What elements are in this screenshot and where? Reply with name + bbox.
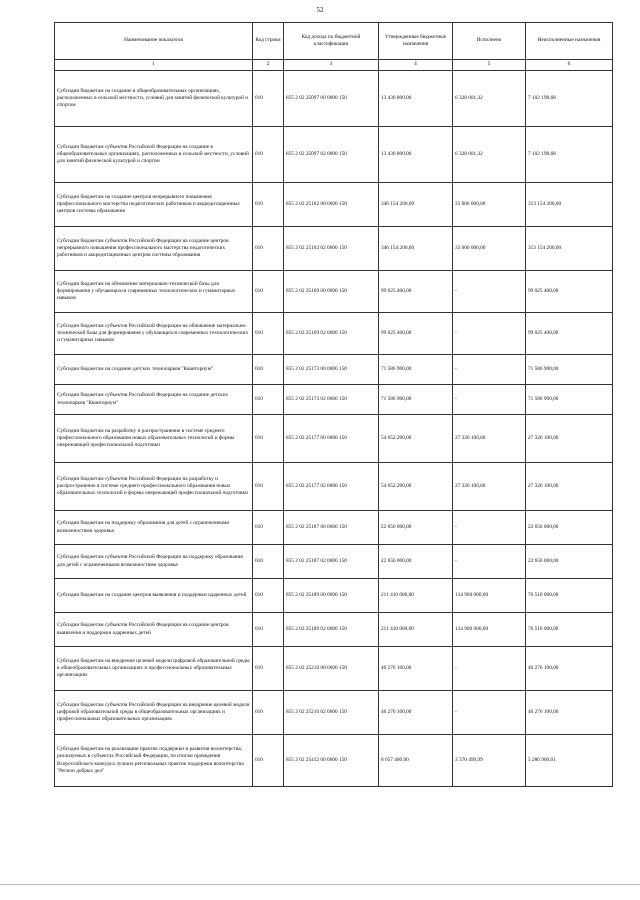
table-row (55, 613, 613, 647)
row-name: Субсидии бюджетам субъектов Российской Федерации на поддержку образования для детей с ограниченными возможностями здоровья (55, 545, 253, 579)
row-executed: - (453, 647, 526, 691)
row-code: 010 (253, 545, 284, 579)
table-row (55, 127, 613, 183)
table-body (55, 71, 613, 787)
header-name: Наименование показателя (55, 23, 253, 60)
row-kbk: 855 2 02 25210 02 0000 150 (284, 691, 379, 735)
row-kbk: 855 2 02 25187 02 0000 150 (284, 545, 379, 579)
row-remaining: 27 326 100,00 (526, 415, 613, 463)
row-kbk: 855 2 02 25189 02 0000 150 (284, 613, 379, 647)
row-executed: 134 900 000,00 (453, 579, 526, 613)
row-executed: - (453, 511, 526, 545)
row-remaining: 76 510 000,00 (526, 613, 613, 647)
row-code: 010 (253, 511, 284, 545)
row-code: 010 (253, 355, 284, 385)
row-kbk: 855 2 02 25169 02 0000 150 (284, 313, 379, 355)
table-row (55, 545, 613, 579)
row-remaining: 313 154 200,00 (526, 183, 613, 227)
row-code: 010 (253, 691, 284, 735)
row-executed: - (453, 545, 526, 579)
row-code: 010 (253, 647, 284, 691)
table-row (55, 647, 613, 691)
row-kbk: 855 2 02 25177 02 0000 150 (284, 463, 379, 511)
row-approved: 99 025 400,00 (379, 313, 453, 355)
row-remaining: 99 025 400,00 (526, 313, 613, 355)
table-row (55, 313, 613, 355)
row-code: 010 (253, 613, 284, 647)
row-code: 010 (253, 385, 284, 415)
row-name: Субсидии бюджетам на обновление материально-технической базы для формирования у обучающихся современных технологических и гуманитарных навыков (55, 271, 253, 313)
table-row (55, 415, 613, 463)
table-row (55, 227, 613, 271)
row-name: Субсидии бюджетам субъектов Российской Федерации на внедрение целевой модели цифровой образовательной среды в общеобразовательных организациях и профессиональных образовательных организациях (55, 691, 253, 735)
row-remaining: 46 276 100,00 (526, 647, 613, 691)
row-approved: 99 025 400,00 (379, 271, 453, 313)
budget-execution-table (54, 22, 613, 787)
row-kbk: 855 2 02 25169 00 0000 150 (284, 271, 379, 313)
row-remaining: 7 102 198,68 (526, 127, 613, 183)
row-executed: 27 326 100,00 (453, 415, 526, 463)
row-name: Субсидии бюджетам на создание центров непрерывного повышения профессионального мастерства педагогических работников и аккредитационных центров системы образования (55, 183, 253, 227)
table-row (55, 183, 613, 227)
row-kbk: 855 2 02 25412 00 0000 150 (284, 735, 379, 787)
row-name: Субсидии бюджетам на создание в общеобразовательных организациях, расположенных в сельской местности, условий для занятий физической культурой и спортом (55, 71, 253, 127)
row-name: Субсидии бюджетам на создание детских технопарков "Кванториум" (55, 355, 253, 385)
row-approved: 71 586 900,00 (379, 355, 453, 385)
row-code: 010 (253, 415, 284, 463)
row-approved: 211 410 000,00 (379, 579, 453, 613)
row-approved: 346 154 200,00 (379, 227, 453, 271)
column-number-row (55, 60, 613, 71)
row-code: 010 (253, 463, 284, 511)
row-name: Субсидии бюджетам субъектов Российской Федерации на создание центров выявления и поддержки одаренных детей (55, 613, 253, 647)
row-name: Субсидии бюджетам на создание центров выявления и поддержки одаренных детей (55, 579, 253, 613)
row-approved: 46 276 100,00 (379, 691, 453, 735)
row-executed: 27 326 100,00 (453, 463, 526, 511)
table-row (55, 579, 613, 613)
row-approved: 71 586 900,00 (379, 385, 453, 415)
header-approved: Утвержденные бюджетные назначения (379, 23, 453, 60)
row-approved: 22 656 000,00 (379, 511, 453, 545)
column-number: 2 (253, 60, 284, 71)
row-kbk: 855 2 02 25097 02 0000 150 (284, 127, 379, 183)
row-approved: 54 652 200,00 (379, 415, 453, 463)
row-code: 010 (253, 183, 284, 227)
row-kbk: 855 2 02 25173 00 0000 150 (284, 355, 379, 385)
table-row (55, 463, 613, 511)
row-approved: 54 652 200,00 (379, 463, 453, 511)
row-kbk: 855 2 02 25187 00 0000 150 (284, 511, 379, 545)
row-name: Субсидии бюджетам на разработку и распространение в системе среднего профессионального образования новых образовательных технологий и формы опережающей профессиональной подготовки (55, 415, 253, 463)
row-executed: - (453, 271, 526, 313)
table-row (55, 71, 613, 127)
row-kbk: 855 2 02 25177 00 0000 150 (284, 415, 379, 463)
row-code: 010 (253, 579, 284, 613)
column-number: 6 (526, 60, 613, 71)
row-executed: 134 900 000,00 (453, 613, 526, 647)
row-approved: 211 410 000,00 (379, 613, 453, 647)
row-approved: 46 276 100,00 (379, 647, 453, 691)
row-code: 010 (253, 735, 284, 787)
table-row (55, 735, 613, 787)
row-remaining: 5 286 900,01 (526, 735, 613, 787)
row-executed: 33 000 000,00 (453, 227, 526, 271)
row-kbk: 855 2 02 25189 00 0000 150 (284, 579, 379, 613)
row-name: Субсидии бюджетам на реализацию практик поддержки и развития волонтерства, реализуемых в субъектах Российской Федерации, по итогам проведения Всероссийского конкурса лучших региональных практик поддержки волонтерства "Регион добрых дел" (55, 735, 253, 787)
row-code: 010 (253, 313, 284, 355)
row-executed: 33 000 000,00 (453, 183, 526, 227)
table-row (55, 271, 613, 313)
row-name: Субсидии бюджетам субъектов Российской Федерации на создание центров непрерывного повышения профессионального мастерства педагогических работников и аккредитационных центров системы образования (55, 227, 253, 271)
row-kbk: 855 2 02 25173 02 0000 150 (284, 385, 379, 415)
row-remaining: 99 025 400,00 (526, 271, 613, 313)
row-kbk: 855 2 02 25162 00 0000 150 (284, 183, 379, 227)
row-name: Субсидии бюджетам на внедрение целевой модели цифровой образовательной среды в общеобразовательных организациях и профессиональных образовательных организациях (55, 647, 253, 691)
column-number: 5 (453, 60, 526, 71)
row-code: 010 (253, 227, 284, 271)
row-approved: 13 430 800,00 (379, 127, 453, 183)
row-remaining: 71 586 900,00 (526, 355, 613, 385)
row-executed: - (453, 385, 526, 415)
column-number: 3 (284, 60, 379, 71)
page-number: 52 (316, 6, 324, 14)
row-name: Субсидии бюджетам субъектов Российской Федерации на создание детских технопарков "Кванториум" (55, 385, 253, 415)
row-approved: 13 430 800,00 (379, 71, 453, 127)
row-executed: - (453, 355, 526, 385)
row-name: Субсидии бюджетам субъектов Российской Федерации на разработку и распространение в системе среднего профессионального образования новых образовательных технологий и формы опережающей профессиональной подготовки (55, 463, 253, 511)
table-row (55, 355, 613, 385)
footer-line (0, 884, 640, 885)
row-remaining: 22 656 000,00 (526, 511, 613, 545)
row-name: Субсидии бюджетам субъектов Российской Федерации на обновление материально-технической базы для формирования у обучающихся современных технологических и гуманитарных навыков (55, 313, 253, 355)
row-name: Субсидии бюджетам на поддержку образования для детей с ограниченными возможностями здоровья (55, 511, 253, 545)
row-remaining: 46 276 100,00 (526, 691, 613, 735)
header-executed: Исполнено (453, 23, 526, 60)
table-row (55, 385, 613, 415)
header-kbk: Код дохода по бюджетной классификации (284, 23, 379, 60)
table-row (55, 691, 613, 735)
row-remaining: 7 102 198,68 (526, 71, 613, 127)
row-remaining: 313 154 200,00 (526, 227, 613, 271)
row-remaining: 76 510 000,00 (526, 579, 613, 613)
table-row (55, 511, 613, 545)
row-remaining: 71 586 900,00 (526, 385, 613, 415)
row-name: Субсидии бюджетам субъектов Российской Федерации на создание в общеобразовательных организациях, расположенных в сельской местности, условий для занятий физической культурой и спортом (55, 127, 253, 183)
column-number: 1 (55, 60, 253, 71)
row-kbk: 855 2 02 25210 00 0000 150 (284, 647, 379, 691)
row-executed: 6 328 601,32 (453, 71, 526, 127)
row-code: 010 (253, 71, 284, 127)
column-number: 4 (379, 60, 453, 71)
table-header-row (55, 23, 613, 60)
row-executed: - (453, 691, 526, 735)
header-code: Код строки (253, 23, 284, 60)
row-approved: 8 657 400,00 (379, 735, 453, 787)
row-code: 010 (253, 271, 284, 313)
header-remaining: Неисполненные назначения (526, 23, 613, 60)
row-approved: 346 154 200,00 (379, 183, 453, 227)
row-executed: - (453, 313, 526, 355)
row-executed: 6 328 601,32 (453, 127, 526, 183)
row-approved: 22 656 000,00 (379, 545, 453, 579)
row-code: 010 (253, 127, 284, 183)
row-remaining: 22 656 000,00 (526, 545, 613, 579)
row-executed: 3 370 499,99 (453, 735, 526, 787)
row-kbk: 855 2 02 25162 02 0000 150 (284, 227, 379, 271)
row-kbk: 855 2 02 25097 00 0000 150 (284, 71, 379, 127)
row-remaining: 27 326 100,00 (526, 463, 613, 511)
